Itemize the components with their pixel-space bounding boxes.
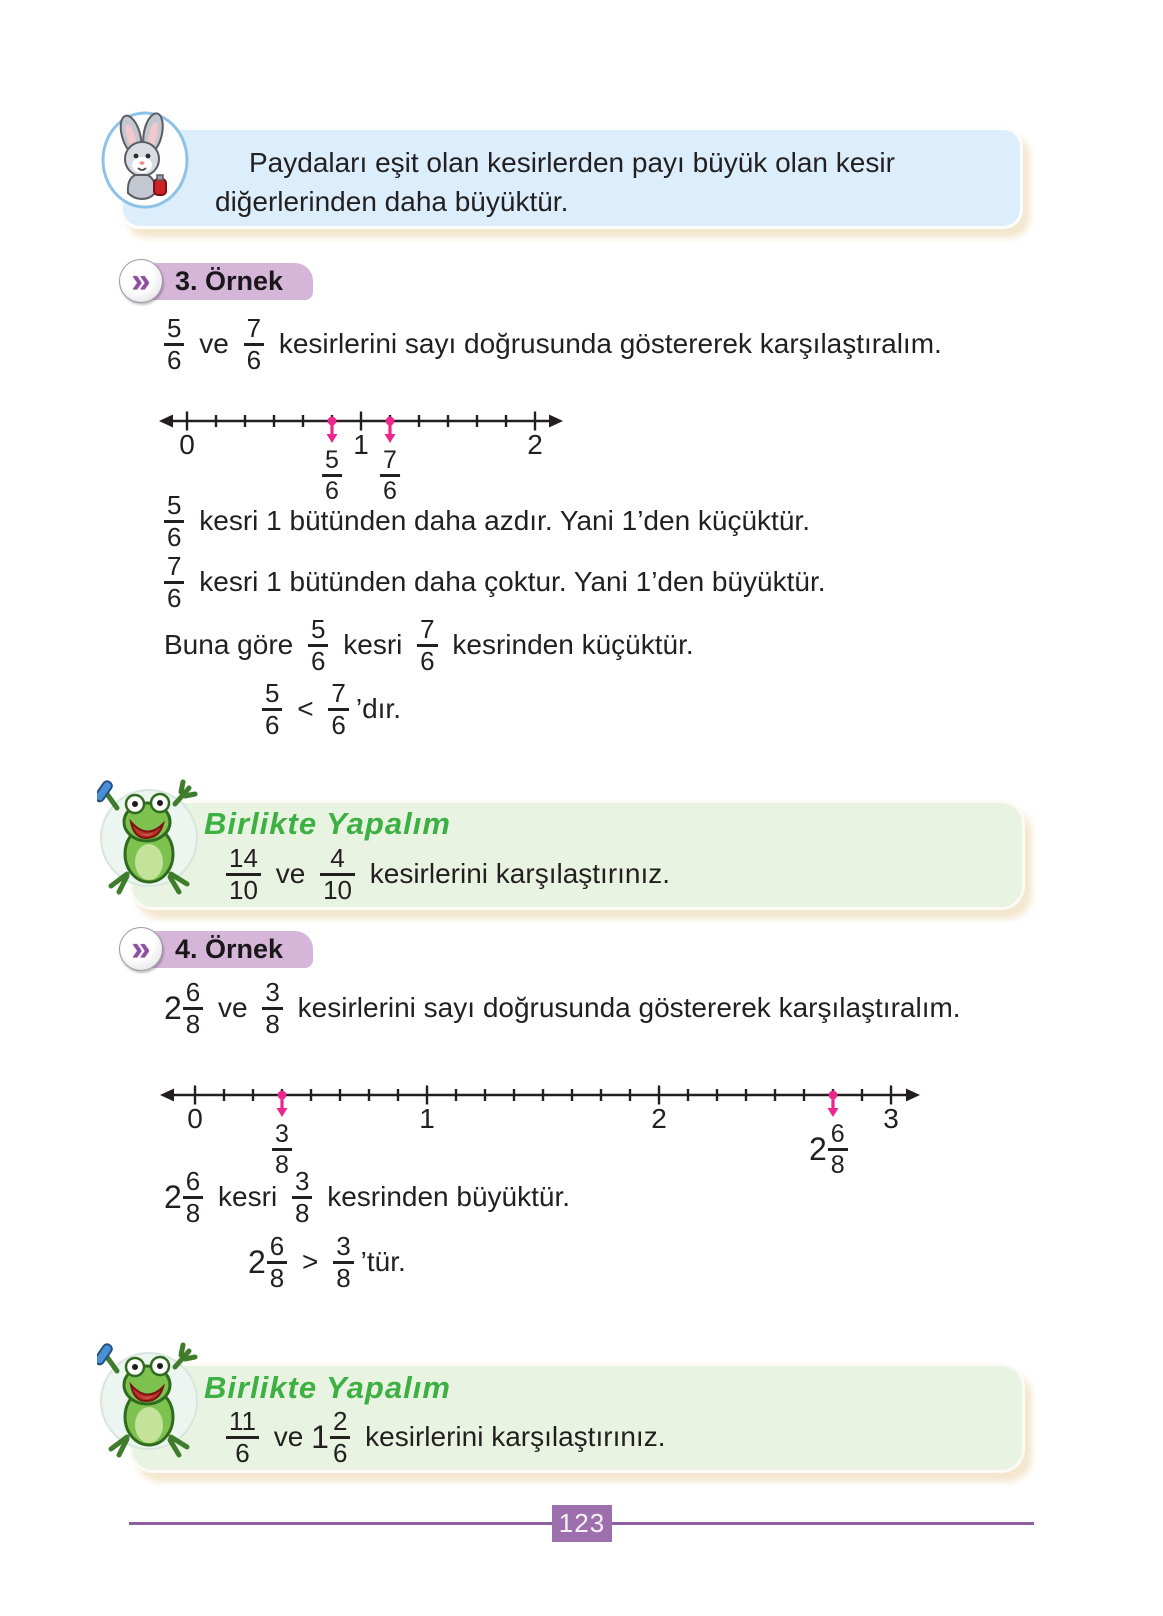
fraction: $\frac{7}{6}$: [164, 554, 184, 611]
whole-number: 2: [809, 1131, 827, 1167]
whole-number: 2: [164, 1178, 182, 1215]
frog-illustration: [97, 770, 201, 902]
whole-number: 2: [248, 1243, 266, 1280]
fraction: $\frac{7}{6}$: [244, 316, 264, 373]
text: kesri: [335, 629, 411, 660]
text: Buna göre: [164, 629, 301, 660]
text: kesrinden büyüktür.: [319, 1181, 571, 1212]
fraction: $\frac{3}{8}$: [262, 980, 282, 1037]
numberline-integer-label: 1: [353, 429, 369, 460]
fraction: $\frac{3}{8}$: [272, 1122, 292, 1177]
together-task-2: [226, 1406, 665, 1468]
mixed-number: [809, 1122, 848, 1177]
whole-number: 2: [164, 989, 182, 1026]
example-3-statement-1: [164, 486, 810, 556]
numberline-integer-label: 2: [527, 429, 543, 460]
text: kesirlerini karşılaştırınız.: [361, 858, 671, 889]
numberline-integer-label: 1: [419, 1103, 435, 1134]
example-4-header: [119, 928, 313, 970]
page-number-badge: [552, 1505, 612, 1542]
frog-illustration: [97, 1333, 201, 1465]
info-box: [120, 127, 1023, 229]
example-4-label: 4. Örnek: [175, 933, 284, 964]
example-4-statement: [164, 1162, 570, 1232]
rabbit-icon: [101, 111, 189, 209]
fraction: $\frac{5}{6}$: [164, 493, 184, 550]
numberline-integer-label: 2: [651, 1103, 667, 1134]
together-title-2: Birlikte Yapalım: [204, 1370, 451, 1405]
frog-icon: [97, 1333, 201, 1465]
rabbit-illustration: [101, 111, 189, 209]
fraction: $\frac{6}{8}$: [183, 980, 203, 1037]
chevron-glyph: »: [131, 262, 151, 300]
numberline-integer-label: 3: [883, 1103, 899, 1134]
example-4-inequality: [248, 1227, 406, 1297]
text: ’dır.: [355, 693, 401, 724]
text: kesri 1 bütünden daha azdır. Yani 1’den küçüktür.: [191, 505, 810, 536]
text: kesri: [210, 1181, 285, 1212]
text: kesirlerini sayı doğrusunda göstererek karşılaştıralım.: [289, 992, 961, 1023]
fraction: $\frac{6}{8}$: [828, 1122, 848, 1177]
mixed-number: [311, 1405, 357, 1468]
page-number: 123: [558, 1508, 606, 1538]
fraction: $\frac{5}{6}$: [322, 448, 342, 503]
text: kesirlerini karşılaştırınız.: [357, 1421, 666, 1452]
fraction: $\frac{4}{10}$: [320, 846, 355, 903]
whole-number: 1: [311, 1418, 329, 1455]
double-chevron-icon: [119, 927, 163, 971]
text: kesirlerini sayı doğrusunda göstererek karşılaştıralım.: [271, 328, 942, 359]
fraction: $\frac{11}{6}$: [226, 1409, 259, 1466]
fraction: $\frac{5}{6}$: [262, 681, 282, 738]
fraction: $\frac{7}{6}$: [417, 617, 437, 674]
text: <: [289, 693, 322, 724]
example-3-intro: [164, 308, 942, 380]
together-task-1: [226, 843, 670, 905]
mixed-number: [248, 1230, 294, 1293]
mixed-number: [164, 1165, 210, 1228]
together-title-1: Birlikte Yapalım: [204, 806, 451, 841]
text: ’tür.: [360, 1246, 406, 1277]
fraction: $\frac{3}{8}$: [292, 1169, 312, 1226]
marker-fraction-label: [809, 1122, 848, 1177]
double-chevron-icon: [119, 259, 163, 303]
chevron-glyph: »: [131, 930, 151, 968]
fraction: $\frac{14}{10}$: [226, 846, 261, 903]
text: kesri 1 bütünden daha çoktur. Yani 1’den büyüktür.: [191, 566, 826, 597]
example-3-header: [119, 260, 313, 302]
text: ve: [267, 858, 314, 889]
fraction: $\frac{6}{8}$: [267, 1234, 287, 1291]
numberline-integer-label: 0: [187, 1103, 203, 1134]
fraction: $\frac{6}{8}$: [183, 1169, 203, 1226]
fraction: $\frac{7}{6}$: [380, 448, 400, 503]
example-3-conclusion: [164, 610, 694, 680]
text: ve: [210, 992, 256, 1023]
numberline-integer-label: 0: [179, 429, 195, 460]
text: ve: [266, 1421, 312, 1452]
info-text: Paydaları eşit olan kesirlerden payı büyük olan kesir diğerlerinden daha büyüktür.: [215, 147, 895, 217]
example-3-label: 3. Örnek: [175, 265, 284, 296]
text: >: [294, 1246, 327, 1277]
example-3-statement-2: [164, 547, 826, 617]
fraction: $\frac{2}{6}$: [330, 1409, 350, 1466]
text: kesrinden küçüktür.: [444, 629, 694, 660]
example-3-inequality: [262, 674, 401, 744]
mixed-number: [164, 976, 210, 1039]
example-4-intro: [164, 972, 961, 1044]
fraction: $\frac{3}{8}$: [333, 1234, 353, 1291]
fraction: $\frac{5}{6}$: [308, 617, 328, 674]
frog-icon: [97, 770, 201, 902]
text: ve: [191, 328, 237, 359]
fraction: $\frac{7}{6}$: [328, 681, 348, 738]
fraction: $\frac{5}{6}$: [164, 316, 184, 373]
